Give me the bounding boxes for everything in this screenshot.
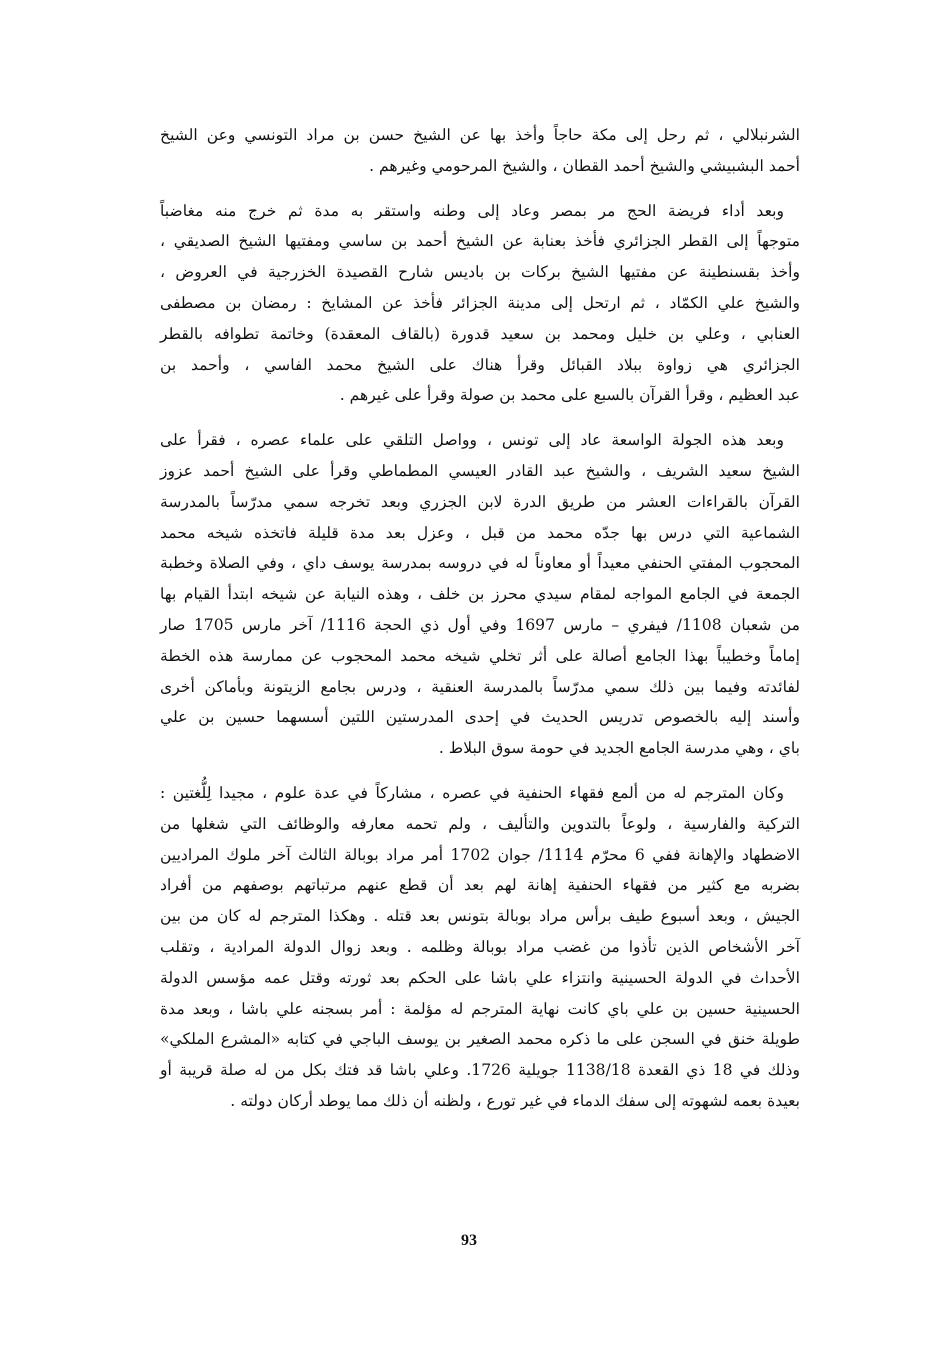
text-line: الاضطهاد والإهانة ففي 6 محرّم 1114/ جوان 1702 أمر مراد بوبالة الثالث آخر ملوك المراديين (160, 845, 800, 864)
text-line: متوجهاً إلى القطر الجزائري فأخذ بعنابة عن الشيخ أحمد بن ساسي ومفتيها الشيخ الصديقي ، (160, 232, 800, 251)
text-line: الشيخ سعيد الشريف ، والشيخ عبد القادر العيسي المطماطي وقرأ على الشيخ أحمد عزوز (160, 461, 800, 480)
text-line: الجيش ، وبعد أسبوع طيف برأس مراد بوبالة بتونس بعد قتله . وهكذا المترجم له كان من بين (160, 907, 800, 926)
text-line: طويلة خنق في السجن على ما ذكره محمد الصغير بن يوسف الباجي في كتابه «المشرع الملكي» (160, 1030, 800, 1049)
paragraph-2 (160, 196, 800, 412)
text-line: الحسينية حسين بن علي باي كانت نهاية المترجم له مؤلمة : أمر بسجنه علي باشا ، وبعد مدة (160, 999, 800, 1018)
text-line: باي ، وهي مدرسة الجامع الجديد في حومة سوق البلاط . (438, 739, 800, 758)
text-line: الشرنبلالي ، ثم رحل إلى مكة حاجاً وأخذ بها عن الشيخ حسن بن مراد التونسي وعن الشيخ (160, 126, 800, 144)
text-line: بضربه مع كثير من فقهاء الحنفية إهانة لهم بعد أن قطع عنهم مرتباتهم بوصفهم من أفراد (160, 876, 800, 895)
text-line: وبعد أداء فريضة الحج مر بمصر وعاد إلى وطنه واستقر به مدة ثم خرج منه مغاضباً (160, 201, 784, 220)
text-line: وأخذ بقسنطينة عن مفتيها الشيخ بركات بن باديس شارح القصيدة الخزرجية في العروض ، (160, 263, 800, 282)
body-text (160, 120, 800, 1131)
text-line: بعيدة بعمه لشهوته إلى سفك الدماء في غير تورع ، ولظنه أن ذلك مما يوطد أركان دولته . (230, 1091, 800, 1110)
text-line: وذلك في 18 ذي القعدة 1138/18 جويلية 1726. وعلي باشا قد فتك بكل من له صلة قريبة أو (160, 1061, 800, 1080)
text-line: والشيخ علي الكمّاد ، ثم ارتحل إلى مدينة الجزائر فأخذ عن المشايخ : رمضان بن مصطفى (160, 293, 800, 312)
page-number: 93 (461, 1232, 477, 1249)
text-line: وكان المترجم له من ألمع فقهاء الحنفية في عصره ، مشاركاً في عدة علوم ، مجيدا لِلُّغتين : (160, 783, 784, 802)
text-line: الأحداث في الدولة الحسينية وانتزاء علي باشا على الحكم بعد ثورته وقتل عمه مؤسس الدولة (160, 968, 800, 987)
text-line: وبعد هذه الجولة الواسعة عاد إلى تونس ، وواصل التلقي على علماء عصره ، فقرأ على (160, 431, 784, 450)
text-line: المحجوب المفتي الحنفي معيداً أو معاوناً له في دروسه بمدرسة يوسف داي ، وفي الصلاة وخطبة (160, 554, 800, 573)
text-line: وأسند إليه بالخصوص تدريس الحديث في إحدى المدرستين اللتين أسسهما حسين بن علي (160, 708, 800, 727)
text-line: من شعبان 1108/ فيفري – مارس 1697 وفي أول ذي الحجة 1116/ آخر مارس 1705 صار (160, 615, 801, 634)
paragraph-3 (160, 425, 800, 764)
text-line: التركية والفارسية ، ولوعاً بالتدوين والتأليف ، ولم تحمه معارفه والوظائف التي شغلها من (160, 814, 800, 833)
text-line: القرآن بالقراءات العشر من طريق الدرة لابن الجزري وبعد تخرجه سمي مدرّساً بالمدرسة (160, 492, 800, 511)
text-line: آخر الأشخاص الذين تأذوا من غضب مراد بوبالة وظلمه . وبعد زوال الدولة المرادية ، وتقلب (160, 937, 800, 956)
text-line: أحمد البشبيشي والشيخ أحمد القطان ، والشيخ المرحومي وغيرهم . (369, 156, 800, 175)
text-line: لفائدته وفيما بين ذلك سمي مدرّساً بالمدرسة العنقية ، ودرس بجامع الزيتونة وبأماكن أخرى (160, 677, 800, 696)
text-line: الشماعية التي درس بها جدّه محمد من قبل ، وعزل بعد مدة قليلة فاتخذه شيخه محمد (160, 523, 800, 542)
paragraph-1 (160, 120, 800, 182)
text-line: العنابي ، وعلي بن خليل ومحمد بن سعيد قدورة (بالقاف المعقدة) وخاتمة تطوافه بالقطر (160, 324, 800, 343)
text-line: عبد العظيم ، وقرأ القرآن بالسبع على محمد بن صولة وقرأ على غيرهم . (339, 386, 800, 405)
text-line: إماماً وخطيباً بهذا الجامع أصالة على أثر تخلي شيخه محمد المحجوب عن ممارسة هذه الخطة (160, 646, 800, 665)
text-line: الجزائري هي زواوة ببلاد القبائل وقرأ هناك على الشيخ محمد الفاسي ، وأحمد بن (160, 355, 800, 374)
paragraph-4 (160, 778, 800, 1117)
text-line: الجمعة في الجامع المواجه لمقام سيدي محرز بن خلف ، وهذه النيابة عن شيخه ابتدأ القيام بها (160, 585, 800, 604)
